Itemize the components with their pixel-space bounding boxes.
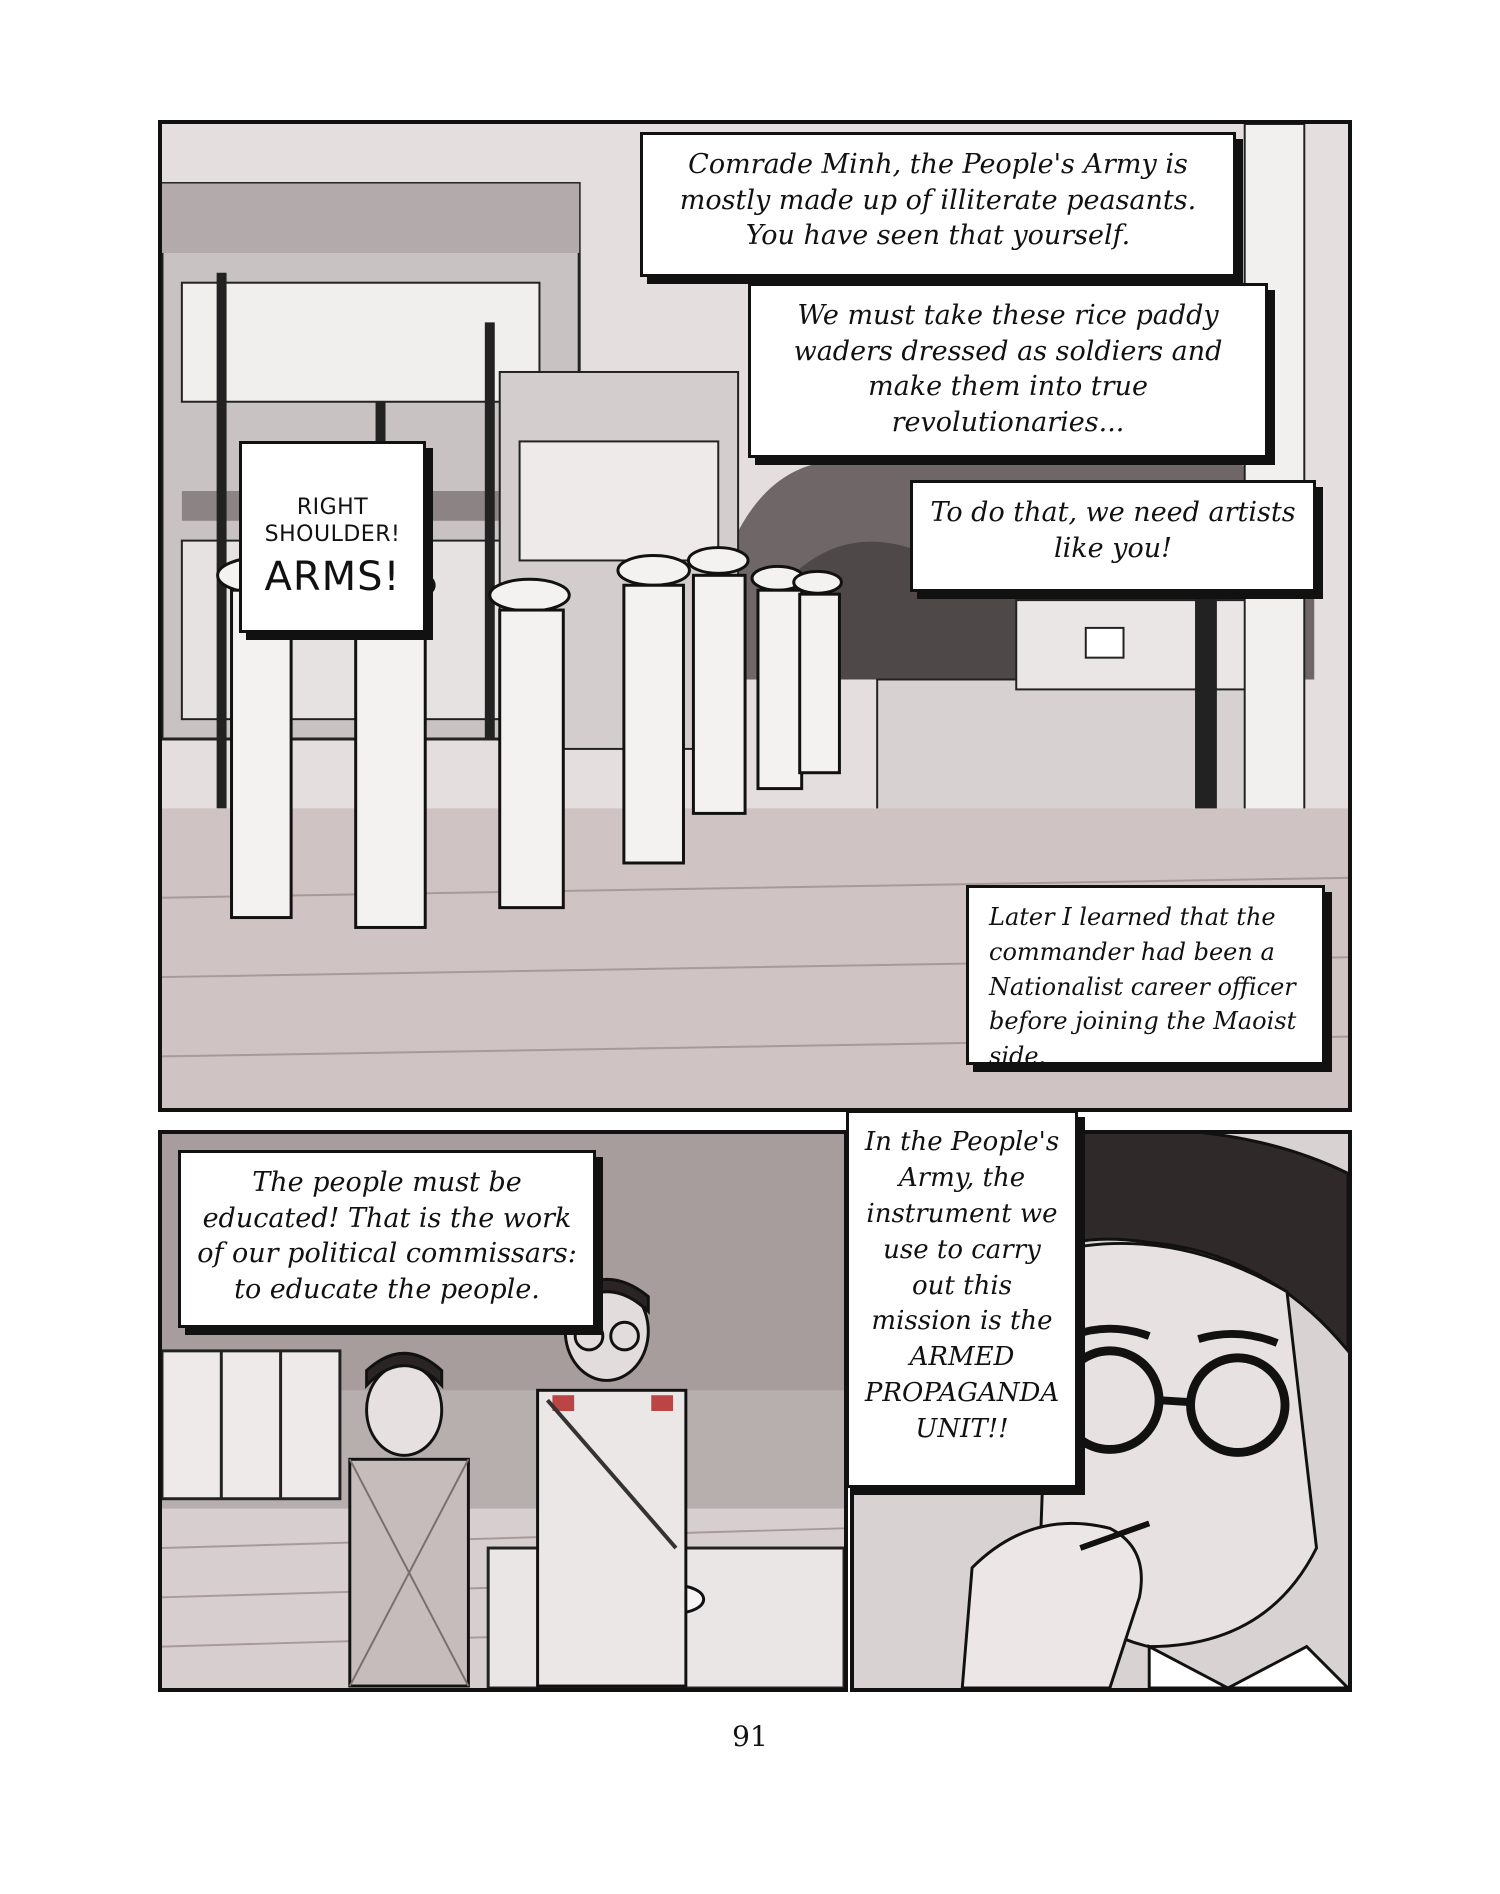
speech-balloon-right-shoulder-arms [239,441,426,633]
speech-balloon-artists: To do that, we need artists like you! [910,480,1316,592]
speech-balloon-comrade-minh: Comrade Minh, the People's Army is mostly made up of illiterate peasants. You have seen that yourself. [640,132,1236,277]
speech-balloon-armed-propaganda-unit: In the People's Army, the instrument we use to carry out this mission is the ARMED PROPAGANDA UNIT!! [846,1110,1078,1488]
page-number: 91 [732,1720,768,1753]
speech-balloon-people-must-be-educated: The people must be educated! That is the work of our political commissars: to educate the people. [178,1150,596,1328]
command-text-right-shoulder: RIGHT SHOULDER! [264,494,401,547]
command-text-arms: ARMS! [264,553,401,600]
caption-box-commander-background: Later I learned that the commander had been a Nationalist career officer before joining the Maoist side. [966,885,1325,1065]
speech-balloon-rice-paddy-waders: We must take these rice paddy waders dressed as soldiers and make them into true revolutionaries... [748,283,1268,458]
